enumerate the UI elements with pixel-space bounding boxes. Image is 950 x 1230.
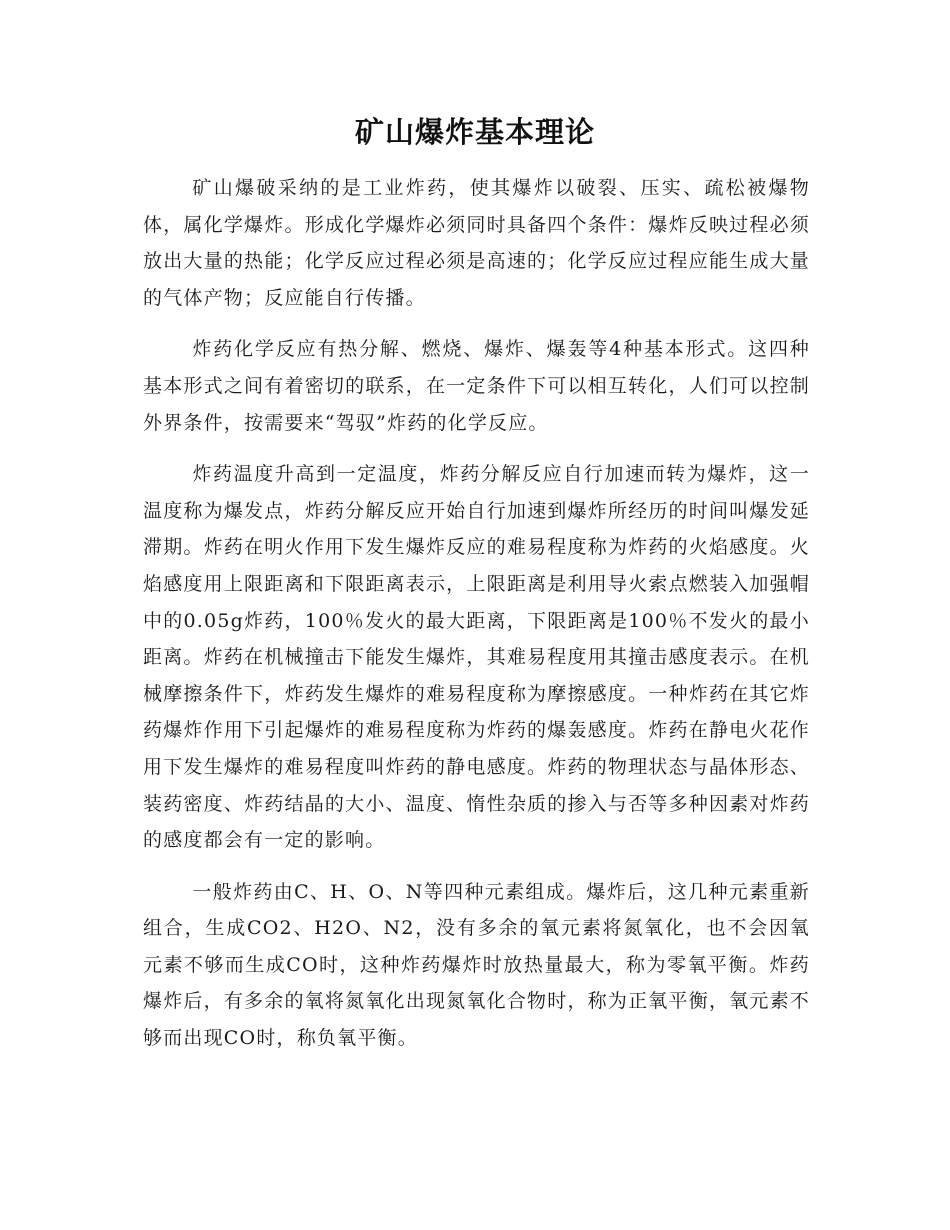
paragraph-4: 一般炸药由C、H、O、N等四种元素组成。爆炸后，这几种元素重新组合，生成CO2、H2O、N2，没有多余的氧元素将氮氧化，也不会因氧元素不够而生成CO时，这种炸药爆炸时放热量最大，称为零氧平衡。炸药爆炸后，有多余的氧将氮氧化出现氮氧化合物时，称为正氧平衡，氧元素不够而出现CO时，称负氧平衡。 (143, 880, 810, 1050)
document-body (143, 170, 810, 1072)
paragraph-3: 炸药温度升高到一定温度，炸药分解反应自行加速而转为爆炸，这一温度称为爆发点，炸药分解反应开始自行加速到爆炸所经历的时间叫爆发延滞期。炸药在明火作用下发生爆炸反应的难易程度称为炸药的火焰感度。火焰感度用上限距离和下限距离表示，上限距离是利用导火索点燃装入加强帽中的0.05g炸药，100％发火的最大距离，下限距离是100％不发火的最小距离。炸药在机械撞击下能发生爆炸，其难易程度用其撞击感度表示。在机械摩擦条件下，炸药发生爆炸的难易程度称为摩擦感度。一种炸药在其它炸药爆炸作用下引起爆炸的难易程度称为炸药的爆轰感度。炸药在静电火花作用下发生爆炸的难易程度叫炸药的静电感度。炸药的物理状态与晶体形态、装药密度、炸药结晶的大小、温度、惰性杂质的掺入与否等多种因素对炸药的感度都会有一定的影响。 (143, 463, 810, 852)
paragraph-2: 炸药化学反应有热分解、燃烧、爆炸、爆轰等4种基本形式。这四种基本形式之间有着密切的联系，在一定条件下可以相互转化，人们可以控制外界条件，按需要来“驾驭”炸药的化学反应。 (143, 338, 810, 434)
document-title: 矿山爆炸基本理论 (354, 115, 595, 149)
paragraph-1: 矿山爆破采纳的是工业炸药，使其爆炸以破裂、压实、疏松被爆物体，属化学爆炸。形成化学爆炸必须同时具备四个条件：爆炸反映过程必须放出大量的热能；化学反应过程必须是高速的；化学反应过程应能生成大量的气体产物；反应能自行传播。 (143, 177, 810, 309)
